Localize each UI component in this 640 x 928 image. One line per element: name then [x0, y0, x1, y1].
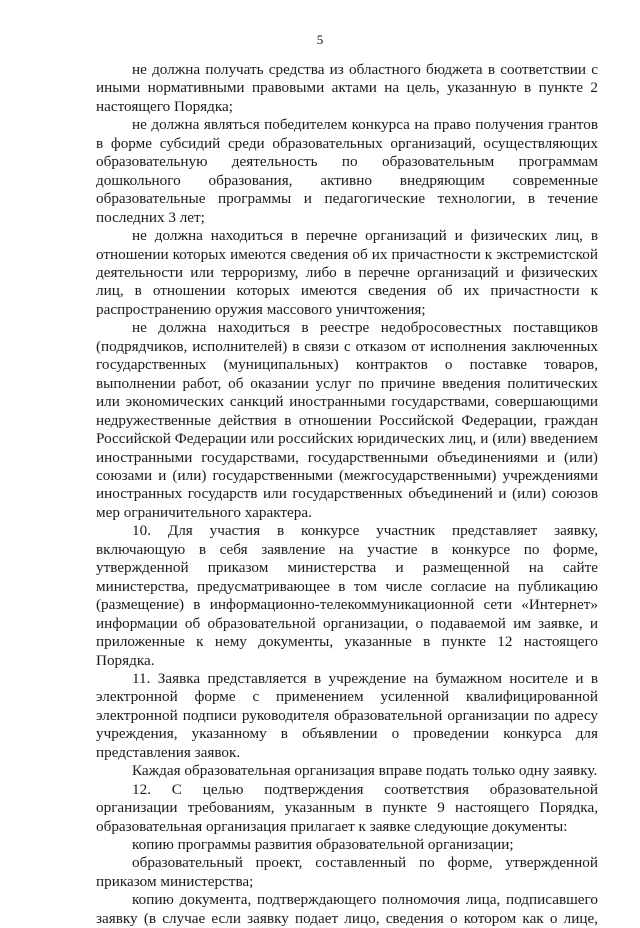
paragraph-extremism-list: не должна находиться в перечне организаций и физических лиц, в отношении которых имеются сведения об их причастности к экстремистской деятельности или терроризму, либо в перечне организаций и физических лиц, в отношении которых имеются сведения об их причастности к распространению оружия массового уничтожения; [96, 227, 598, 318]
paragraph-grant-winner: не должна являться победителем конкурса на право получения грантов в форме субсидий среди образовательных организаций, осуществляющих образовательную деятельность по образовательным программам дошкольного образования, активно внедряющим современные образовательные программы и педагогические технологии, в течение последних 3 лет; [96, 116, 598, 226]
paragraph-item-12-documents: 12. С целью подтверждения соответствия образовательной организации требованиям, указанным в пункте 9 настоящего Порядка, образовательная организация прилагает к заявке следующие документы: [96, 780, 598, 835]
paragraph-development-program-copy: копию программы развития образовательной организации; [132, 836, 514, 854]
paragraph-item-10-application: 10. Для участия в конкурсе участник представляет заявку, включающую в себя заявление на участие в конкурсе по форме, утвержденной приказом министерства и размещенной на сайте министерства, предусматривающее в том числе согласие на публикацию (размещение) в информационно-телекоммуникационной сети «Интернет» информации об образовательной организации, о подаваемой им заявке, и приложенные к нему документы, указанные в пункте 12 настоящего Порядка. [96, 522, 598, 669]
paragraph-item-11-submission: 11. Заявка представляется в учреждение на бумажном носителе и в электронной форме с применением усиленной квалифицированной электронной подписи руководителя образовательной организации по адресу учреждения, указанному в объявлении о проведении конкурса для представления заявок. [96, 669, 598, 761]
page-number: 5 [316, 32, 324, 47]
paragraph-educational-project: образовательный проект, составленный по форме, утвержденной приказом министерства; [96, 854, 598, 890]
paragraph-authority-document-copy: копию документа, подтверждающего полномочия лица, подписавшего заявку (в случае если заявку подает лицо, сведения о котором как о лице, [96, 891, 598, 927]
paragraph-single-application: Каждая образовательная организация вправе подать только одну заявку. [132, 762, 598, 780]
document-body [96, 61, 598, 928]
paragraph-budget-funds: не должна получать средства из областного бюджета в соответствии с иными нормативными правовыми актами на цель, указанную в пункте 2 настоящего Порядка; [96, 61, 598, 115]
paragraph-unfair-suppliers-registry: не должна находиться в реестре недобросовестных поставщиков (подрядчиков, исполнителей) в связи с отказом от исполнения заключенных государственных (муниципальных) контрактов о поставке товаров, выполнении работ, об оказании услуг по причине введения политических или экономических санкций иностранными государствами, совершающими недружественные действия в отношении Российской Федерации, граждан Российской Федерации или российских юридических лиц, и (или) введением иностранными государствами, государственными объединениями и (или) союзами и (или) государственными (межгосударственными) учреждениями иностранных государств или государственных объединений и (или) союзов мер ограничительного характера. [96, 319, 598, 521]
